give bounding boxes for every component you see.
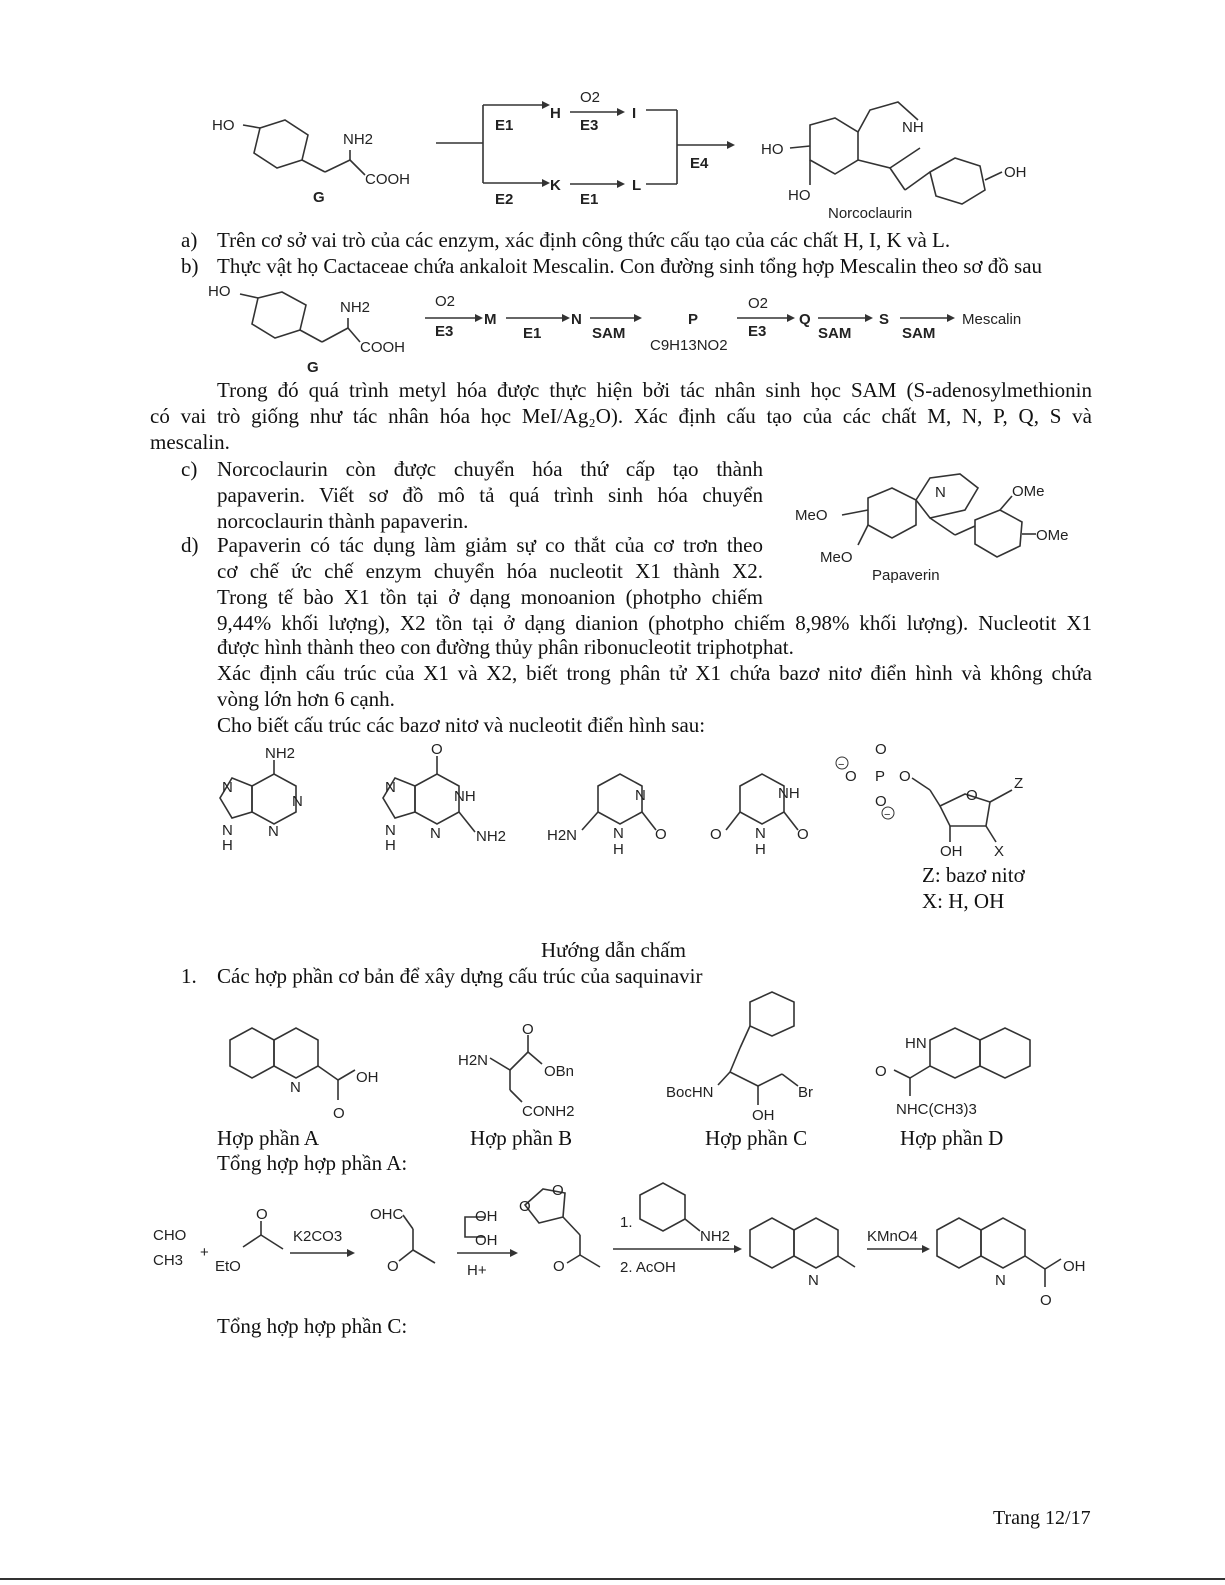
guanine-structure bbox=[383, 741, 506, 854]
nucleotide-z-label: Z bbox=[1014, 775, 1024, 792]
nucleotide-o-right-label: O bbox=[899, 768, 911, 785]
adenine-h-label: H bbox=[222, 837, 233, 854]
synth-c-heading: Tổng hợp hợp phần C: bbox=[217, 1314, 408, 1338]
guanine-n9-label: N bbox=[385, 822, 396, 839]
synth-ch3-label: CH3 bbox=[153, 1252, 184, 1269]
aniline-ring bbox=[640, 1183, 685, 1231]
bases-structures bbox=[200, 738, 1080, 878]
g2-benzene-ring bbox=[252, 292, 306, 338]
sam-paragraph-line3: mescalin. bbox=[150, 430, 230, 454]
nucleotide-o-bottom-label: O bbox=[875, 793, 887, 810]
g2-nh2-label: NH2 bbox=[340, 299, 371, 316]
part-c-caption: Hợp phần C bbox=[705, 1126, 808, 1150]
item-d-line7: vòng lớn hơn 6 cạnh. bbox=[217, 687, 395, 711]
part-c-oh-label: OH bbox=[752, 1107, 775, 1124]
m-e3-label: E3 bbox=[435, 323, 454, 340]
synth-product-n-label: N bbox=[995, 1272, 1006, 1289]
o2-label: O2 bbox=[580, 89, 601, 106]
svg-text:−: − bbox=[838, 759, 845, 771]
guide-title: Hướng dẫn chấm bbox=[541, 938, 686, 962]
uracil-n-label: N bbox=[755, 825, 766, 842]
adenine-n1-label: N bbox=[292, 793, 303, 810]
part-d-caption: Hợp phần D bbox=[900, 1126, 1004, 1150]
norcoclaurin-name: Norcoclaurin bbox=[828, 205, 913, 222]
item-d-line1: Papaverin có tác dụng làm giảm sự co thắt của cơ trơn theo bbox=[217, 533, 763, 557]
synth-ester-o-label: O bbox=[256, 1206, 268, 1223]
nucleotide-o-left-label: O bbox=[845, 768, 857, 785]
e1-label: E1 bbox=[495, 117, 514, 134]
synth-diol-oh2-label: OH bbox=[475, 1232, 498, 1249]
bottom-rule bbox=[0, 1578, 1225, 1580]
part-b-o-label: O bbox=[522, 1021, 534, 1038]
papaverin-meo1-label: MeO bbox=[795, 507, 828, 524]
papaverin-ome1-label: OMe bbox=[1012, 483, 1045, 500]
e1b-label: E1 bbox=[580, 191, 599, 208]
g-nh2-label: NH2 bbox=[343, 131, 374, 148]
item-d-line2: cơ chế ức chế enzym chuyển hóa nucleotit X1 thành X2. bbox=[217, 559, 763, 583]
part-a-o-label: O bbox=[333, 1105, 345, 1122]
scheme-norcoclaurin bbox=[150, 80, 1080, 230]
papaverin-ring-b bbox=[916, 474, 978, 518]
part-d-o-label: O bbox=[875, 1063, 887, 1080]
q-o2-label: O2 bbox=[748, 295, 769, 312]
papaverin-ring-c bbox=[975, 510, 1022, 557]
e2-label: E2 bbox=[495, 191, 514, 208]
h-label: H bbox=[550, 105, 561, 122]
item-d-label: d) bbox=[181, 533, 199, 557]
dioxolane-o2-label: O bbox=[519, 1198, 531, 1215]
synth-aniline-nh2-label: NH2 bbox=[700, 1228, 731, 1245]
uracil-h-label: H bbox=[755, 841, 766, 858]
item-a-label: a) bbox=[181, 228, 198, 252]
papaverin-meo2-label: MeO bbox=[820, 549, 853, 566]
part-a-structure bbox=[230, 1028, 379, 1122]
synth-ketal-o-label: O bbox=[553, 1258, 565, 1275]
uracil-o2-label: O bbox=[797, 826, 809, 843]
adenine-structure bbox=[220, 745, 303, 854]
page-number: Trang 12/17 bbox=[993, 1507, 1091, 1529]
i-label: I bbox=[632, 105, 637, 122]
part-b-caption: Hợp phần B bbox=[470, 1126, 573, 1150]
adenine-nh2-label: NH2 bbox=[265, 745, 296, 762]
synthesis-a-scheme bbox=[145, 1175, 1095, 1315]
item-d-line8: Cho biết cấu trúc các bazơ nitơ và nucleotit điển hình sau: bbox=[217, 713, 706, 737]
item-c-line3: norcoclaurin thành papaverin. bbox=[217, 509, 469, 533]
part-d-hn-label: HN bbox=[905, 1035, 927, 1052]
p-label: P bbox=[688, 311, 699, 328]
m-label: M bbox=[484, 311, 497, 328]
nucleotide-oh-label: OH bbox=[940, 843, 963, 860]
p-formula-label: C9H13NO2 bbox=[650, 337, 728, 354]
part-c-br-label: Br bbox=[798, 1084, 813, 1101]
svg-text:−: − bbox=[884, 809, 891, 821]
item-1-text: Các hợp phần cơ bản để xây dựng cấu trúc của saquinavir bbox=[217, 964, 703, 988]
item-d-line6: Xác định cấu trúc của X1 và X2, biết trong phân tử X1 chứa bazơ nitơ điển hình và không chứa bbox=[217, 661, 1092, 685]
guanine-o-label: O bbox=[431, 741, 443, 758]
e4-label: E4 bbox=[690, 155, 709, 172]
s-sam-label: SAM bbox=[818, 325, 852, 342]
item-b-text: Thực vật họ Cactaceae chứa ankaloit Mescalin. Con đường sinh tổng hợp Mescalin theo sơ đồ sau bbox=[217, 254, 1043, 278]
q-e3-label: E3 bbox=[748, 323, 767, 340]
synth-ohc-label: OHC bbox=[370, 1206, 404, 1223]
g-benzene-ring bbox=[254, 120, 308, 168]
part-b-structure bbox=[458, 1021, 575, 1120]
m-o2-label: O2 bbox=[435, 293, 456, 310]
synth-kmno4-label: KMnO4 bbox=[867, 1228, 918, 1245]
parts-structures bbox=[210, 990, 1090, 1125]
cytosine-n3-label: N bbox=[635, 787, 646, 804]
guanine-n3-label: N bbox=[430, 825, 441, 842]
ribose-o-label: O bbox=[966, 787, 978, 804]
synth-plus: + bbox=[200, 1244, 209, 1261]
part-c-structure bbox=[666, 992, 813, 1124]
synth-step1-label: 1. bbox=[620, 1214, 633, 1231]
part-a-caption: Hợp phần A bbox=[217, 1126, 320, 1150]
k-label: K bbox=[550, 177, 561, 194]
item-c-line1: Norcoclaurin còn được chuyển hóa thứ cấp tạo thành bbox=[217, 457, 763, 481]
synth-hplus-label: H+ bbox=[467, 1262, 487, 1279]
guanine-n7-label: N bbox=[385, 779, 396, 796]
norcoclaurin-ring-c bbox=[930, 158, 985, 204]
synth-k2co3-label: K2CO3 bbox=[293, 1228, 343, 1245]
ribose-ring bbox=[940, 794, 990, 826]
cytosine-n1-label: N bbox=[613, 825, 624, 842]
item-1-label: 1. bbox=[181, 964, 197, 988]
q-label: Q bbox=[799, 311, 811, 328]
cytosine-h-label: H bbox=[613, 841, 624, 858]
papaverin-ome2-label: OMe bbox=[1036, 527, 1069, 544]
papaverin-n-label: N bbox=[935, 484, 946, 501]
papaverin-ring-a bbox=[868, 488, 916, 538]
guanine-nh2-label: NH2 bbox=[476, 828, 507, 845]
synth-quinaldine-n-label: N bbox=[808, 1272, 819, 1289]
p-sam-label: SAM bbox=[592, 325, 626, 342]
x-note: X: H, OH bbox=[922, 889, 1005, 913]
uracil-o4-label: O bbox=[710, 826, 722, 843]
uracil-nh-label: NH bbox=[778, 785, 800, 802]
s-label: S bbox=[879, 311, 890, 328]
part-d-structure bbox=[875, 1028, 1030, 1118]
synth-diol-oh1-label: OH bbox=[475, 1208, 498, 1225]
g-ho-label: HO bbox=[212, 117, 235, 134]
norcoclaurin-nh-label: NH bbox=[902, 119, 924, 136]
item-b-label: b) bbox=[181, 254, 199, 278]
nucleotide-o-top-label: O bbox=[875, 741, 887, 758]
guanine-nh-label: NH bbox=[454, 788, 476, 805]
nucleotide-x-label: X bbox=[994, 843, 1005, 860]
part-a-oh-label: OH bbox=[356, 1069, 379, 1086]
item-d-line3: Trong tế bào X1 tồn tại ở dạng monoanion (photpho chiếm bbox=[217, 585, 763, 609]
guanine-h-label: H bbox=[385, 837, 396, 854]
synth-step2-label: 2. AcOH bbox=[620, 1259, 676, 1276]
papaverin-structure bbox=[790, 460, 1090, 590]
g2-cooh-label: COOH bbox=[360, 339, 405, 356]
sam-paragraph-line1: Trong đó quá trình metyl hóa được thực hiện bởi tác nhân sinh học SAM (S-adenosylmethionin bbox=[217, 378, 1092, 402]
synth-product-o-label: O bbox=[1040, 1292, 1052, 1309]
g-label: G bbox=[313, 189, 325, 206]
nucleotide-structure bbox=[836, 741, 1023, 860]
norcoclaurin-ho1-label: HO bbox=[761, 141, 784, 158]
part-a-n-label: N bbox=[290, 1079, 301, 1096]
part-b-conh2-label: CONH2 bbox=[522, 1103, 575, 1120]
cytosine-structure bbox=[547, 774, 667, 858]
uracil-structure bbox=[710, 774, 809, 858]
adenine-n7-label: N bbox=[222, 779, 233, 796]
synth-cho-label: CHO bbox=[153, 1227, 187, 1244]
adenine-n9-label: N bbox=[222, 822, 233, 839]
mescalin-label: Mescalin bbox=[962, 311, 1022, 328]
g2-ho-label: HO bbox=[208, 283, 231, 300]
cytosine-h2n-label: H2N bbox=[547, 827, 578, 844]
item-d-line5: được hình thành theo con đường thủy phân ribonucleotit triphotphat. bbox=[217, 635, 794, 659]
scheme-mescalin bbox=[150, 280, 1080, 380]
n-e1-label: E1 bbox=[523, 325, 542, 342]
papaverin-name: Papaverin bbox=[872, 567, 940, 584]
cytosine-o-label: O bbox=[655, 826, 667, 843]
z-note: Z: bazơ nitơ bbox=[922, 863, 1025, 887]
e3-label: E3 bbox=[580, 117, 599, 134]
synth-product-oh-label: OH bbox=[1063, 1258, 1086, 1275]
sam-paragraph-line2: có vai trò giống như tác nhân hóa học MeI/Ag₂O). Xác định cấu tạo của các chất M, N, P, Q, S và bbox=[150, 404, 1092, 428]
item-a-text: Trên cơ sở vai trò của các enzym, xác định công thức cấu tạo của các chất H, I, K và L. bbox=[217, 228, 951, 252]
n-label: N bbox=[571, 311, 582, 328]
nucleotide-p-label: P bbox=[875, 768, 886, 785]
l-label: L bbox=[632, 177, 642, 194]
part-d-nhc-label: NHC(CH3)3 bbox=[896, 1101, 977, 1118]
dioxolane-o1-label: O bbox=[552, 1182, 564, 1199]
synth-a-heading: Tổng hợp hợp phần A: bbox=[217, 1151, 408, 1175]
adenine-n3-label: N bbox=[268, 823, 279, 840]
part-b-obn-label: OBn bbox=[544, 1063, 575, 1080]
mescalin-sam-label: SAM bbox=[902, 325, 936, 342]
norcoclaurin-ring-a bbox=[810, 118, 858, 174]
synth-ketone-o-label: O bbox=[387, 1258, 399, 1275]
part-b-h2n-label: H2N bbox=[458, 1052, 489, 1069]
item-c-label: c) bbox=[181, 457, 198, 481]
g2-label: G bbox=[307, 359, 319, 376]
g-cooh-label: COOH bbox=[365, 171, 410, 188]
synth-eto-label: EtO bbox=[215, 1258, 241, 1275]
item-c-line2: papaverin. Viết sơ đồ mô tả quá trình sinh hóa chuyển bbox=[217, 483, 763, 507]
norcoclaurin-oh-label: OH bbox=[1004, 164, 1027, 181]
item-d-line4: 9,44% khối lượng), X2 tồn tại ở dạng dianion (photpho chiếm 8,98% khối lượng). Nucleotit X1 bbox=[217, 611, 1092, 635]
norcoclaurin-ho2-label: HO bbox=[788, 187, 811, 204]
part-c-bochn-label: BocHN bbox=[666, 1084, 714, 1101]
